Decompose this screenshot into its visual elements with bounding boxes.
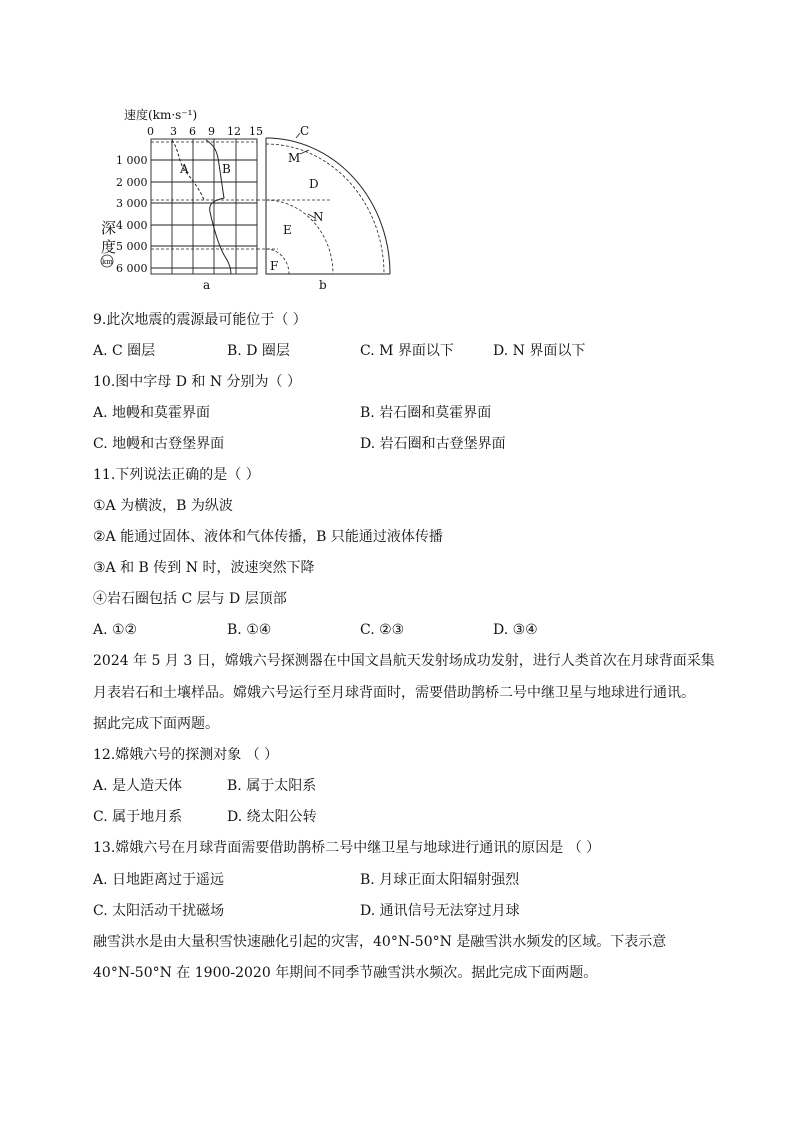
speed-tick: 15 — [249, 125, 263, 138]
question-10-stem: 10.图中字母 D 和 N 分别为（ ） — [93, 374, 301, 390]
q12-option-b: B. 属于太阳系 — [227, 778, 317, 794]
q9-option-d: D. N 界面以下 — [493, 343, 586, 359]
earth-structure-figure — [100, 100, 400, 295]
earth-layers-diagram — [266, 133, 390, 274]
question-12-stem: 12.嫦娥六号的探测对象 （ ） — [93, 747, 279, 763]
question-11-stem: 11.下列说法正确的是（ ） — [93, 467, 260, 483]
speed-axis-label: 速度(km·s⁻¹) — [124, 108, 198, 122]
layer-label-f: F — [270, 259, 279, 273]
q9-option-b: B. D 圈层 — [227, 343, 290, 359]
q9-option-c: C. M 界面以下 — [360, 343, 454, 359]
layer-label-n: N — [313, 210, 324, 224]
depth-tick: 6 000 — [116, 262, 148, 275]
q10-option-d: D. 岩石圈和古登堡界面 — [360, 436, 506, 452]
passage-1-line-3: 据此完成下面两题。 — [93, 716, 219, 732]
layer-label-m: M — [288, 151, 301, 165]
speed-tick: 9 — [208, 125, 215, 138]
passage-2-line-1: 融雪洪水是由大量积雪快速融化引起的灾害，40°N-50°N 是融雪洪水频发的区域。下表示意 — [93, 934, 667, 950]
depth-tick: 5 000 — [116, 240, 148, 253]
q10-option-b: B. 岩石圈和莫霍界面 — [360, 405, 492, 421]
q11-statement-1: ①A 为横波，B 为纵波 — [93, 498, 233, 514]
speed-tick: 12 — [227, 125, 241, 138]
q11-statement-2: ②A 能通过固体、液体和气体传播，B 只能通过液体传播 — [93, 529, 443, 545]
chart-grid — [151, 139, 257, 274]
layer-label-e: E — [283, 223, 292, 237]
depth-axis-label: 深 — [101, 219, 117, 237]
layer-label-d: D — [309, 177, 319, 191]
q11-option-a: A. ①② — [93, 622, 138, 638]
q11-option-c: C. ②③ — [360, 622, 405, 638]
panel-label-a: a — [203, 278, 211, 292]
curve-label-a: A — [180, 162, 189, 176]
passage-1-line-1: 2024 年 5 月 3 日，嫦娥六号探测器在中国文昌航天发射场成功发射，进行人类首次在月球背面采集 — [93, 653, 715, 669]
depth-tick: 3 000 — [116, 197, 148, 210]
q12-option-a: A. 是人造天体 — [93, 778, 183, 794]
q13-option-b: B. 月球正面太阳辐射强烈 — [360, 872, 520, 888]
speed-tick: 0 — [147, 125, 154, 138]
speed-tick: 3 — [170, 125, 177, 138]
depth-tick: 1 000 — [116, 154, 148, 167]
panel-label-b: b — [319, 278, 327, 292]
q12-option-d: D. 绕太阳公转 — [227, 809, 317, 825]
depth-tick: 4 000 — [116, 219, 148, 232]
q10-option-a: A. 地幔和莫霍界面 — [93, 405, 211, 421]
passage-1-line-2: 月表岩石和土壤样品。嫦娥六号运行至月球背面时，需要借助鹊桥二号中继卫星与地球进行通讯。 — [93, 685, 695, 701]
question-13-stem: 13.嫦娥六号在月球背面需要借助鹊桥二号中继卫星与地球进行通讯的原因是 （ ） — [93, 840, 601, 856]
depth-tick: 2 000 — [116, 176, 148, 189]
q11-statement-4: ④岩石圈包括 C 层与 D 层顶部 — [93, 591, 287, 607]
q9-option-a: A. C 圈层 — [93, 343, 156, 359]
curve-label-b: B — [222, 162, 231, 176]
boundary-dashed-lines — [151, 142, 330, 249]
q10-option-c: C. 地幔和古登堡界面 — [93, 436, 225, 452]
q11-statement-3: ③A 和 B 传到 N 时，波速突然下降 — [93, 560, 315, 576]
q13-option-d: D. 通讯信号无法穿过月球 — [360, 903, 520, 919]
layer-label-c: C — [300, 124, 310, 138]
q13-option-c: C. 太阳活动干扰磁场 — [93, 903, 225, 919]
q11-option-b: B. ①④ — [227, 622, 272, 638]
depth-unit-label: km — [102, 258, 113, 266]
q12-option-c: C. 属于地月系 — [93, 809, 183, 825]
q11-option-d: D. ③④ — [493, 622, 538, 638]
speed-tick: 6 — [189, 125, 196, 138]
passage-2-line-2: 40°N-50°N 在 1900-2020 年期间不同季节融雪洪水频次。据此完成下面两题。 — [93, 965, 598, 981]
question-9-stem: 9.此次地震的震源最可能位于（ ） — [93, 312, 307, 328]
q13-option-a: A. 日地距离过于遥远 — [93, 872, 225, 888]
depth-axis-label: 度 — [101, 238, 117, 256]
